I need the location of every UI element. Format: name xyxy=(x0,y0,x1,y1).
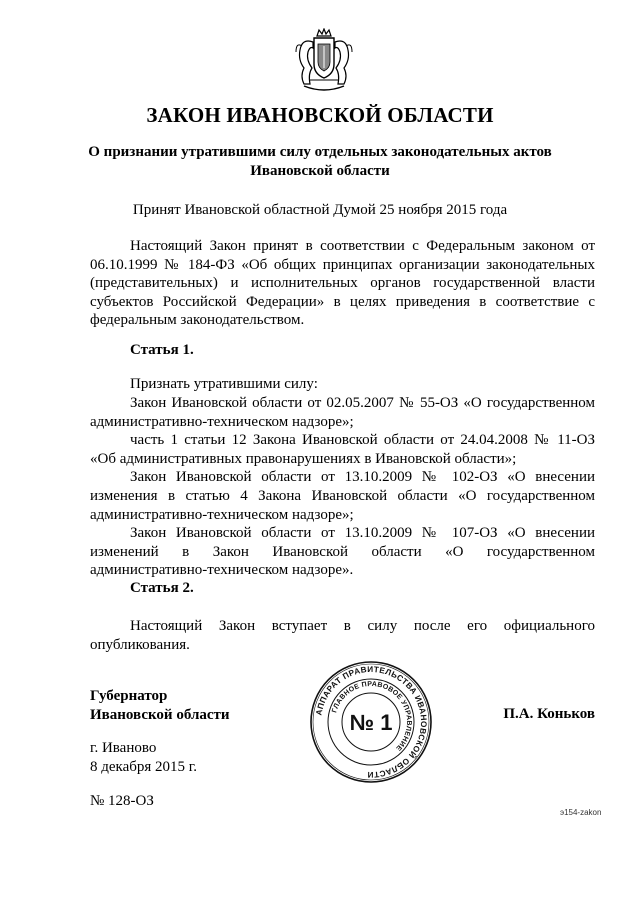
adoption-note: Принят Ивановской областной Думой 25 ноября 2015 года xyxy=(132,202,508,218)
repealed-act-item: Закон Ивановской области от 02.05.2007 № 55-ОЗ «О государственном административно-техническом надзоре»; xyxy=(90,395,595,430)
stamp-number: № 1 xyxy=(349,710,393,735)
preamble-paragraph: Настоящий Закон принят в соответствии с Федеральным законом от 06.10.1999 № 184-ФЗ «Об общих принципах организации законодательных (представительных) и исполнительных органов государственной власти субъектов Российской Федерации» в целях приведения в соответствие с федеральным законодательством. xyxy=(90,238,595,329)
date: 8 декабря 2015 г. xyxy=(90,759,197,775)
stamp-inner-text: ГЛАВНОЕ ПРАВОВОЕ УПРАВЛЕНИЕ xyxy=(331,680,413,752)
official-stamp xyxy=(309,660,433,784)
repealed-act-item: часть 1 статьи 12 Закона Ивановской области от 24.04.2008 № 11-ОЗ «Об административных правонарушениях в Ивановской области»; xyxy=(90,432,595,467)
subtitle-line: Ивановской области xyxy=(250,163,390,179)
article-2-heading: Статья 2. xyxy=(130,580,194,596)
article-2-text: Настоящий Закон вступает в силу после его официального опубликования. xyxy=(90,618,595,653)
signatory-title xyxy=(90,687,230,725)
repealed-act-item: Закон Ивановской области от 13.10.2009 № 102-ОЗ «О внесении изменения в статью 4 Закона Ивановской области «О государственном административно-техническом надзоре»; xyxy=(90,469,595,523)
document-subtitle xyxy=(60,143,580,181)
subtitle-line: О признании утратившими силу отдельных законодательных актов xyxy=(88,144,552,160)
repealed-acts-list xyxy=(90,394,595,580)
article-1-heading: Статья 1. xyxy=(130,342,194,358)
stamp-outer-text: АППАРАТ ПРАВИТЕЛЬСТВА ИВАНОВСКОЙ ОБЛАСТИ xyxy=(314,664,429,780)
place-and-date xyxy=(90,739,197,777)
place: г. Иваново xyxy=(90,740,157,756)
law-number: № 128-ОЗ xyxy=(90,793,154,809)
document-title: ЗАКОН ИВАНОВСКОЙ ОБЛАСТИ xyxy=(146,103,494,127)
signatory-title-line: Ивановской области xyxy=(90,707,230,723)
coat-of-arms-icon xyxy=(290,28,358,94)
file-code: э154-zakon xyxy=(560,808,602,817)
signatory-title-line: Губернатор xyxy=(90,688,168,704)
article-1-lead: Признать утратившими силу: xyxy=(130,376,318,392)
signatory-name: П.А. Коньков xyxy=(503,706,595,722)
repealed-act-item: Закон Ивановской области от 13.10.2009 № 107-ОЗ «О внесении изменений в Закон Ивановской области «О государственном административно-техническом надзоре». xyxy=(90,525,595,579)
